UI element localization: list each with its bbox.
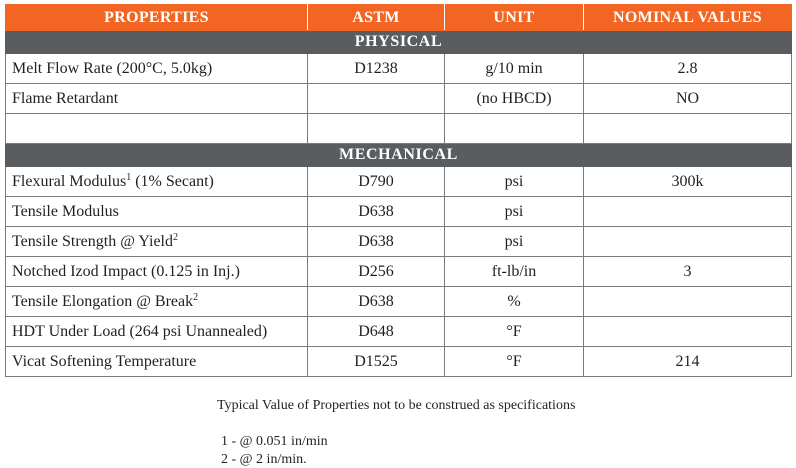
value-cell: NO (584, 84, 792, 114)
unit-cell: (no HBCD) (445, 84, 584, 114)
table-row (6, 257, 792, 287)
table-row (6, 167, 792, 197)
property-suffix: (1% Secant) (131, 172, 214, 190)
disclaimer-note: Typical Value of Properties not to be construed as specifications (217, 398, 576, 413)
footnote-2: 2 - @ 2 in/min. (221, 452, 307, 467)
property-cell: Vicat Softening Temperature (6, 347, 308, 377)
header-unit: UNIT (445, 5, 584, 31)
section-row-mechanical (6, 144, 792, 167)
footnote-marker: 1 (126, 171, 132, 183)
property-cell: Tensile Modulus (6, 197, 308, 227)
unit-cell: °F (445, 317, 584, 347)
header-properties: PROPERTIES (6, 5, 308, 31)
value-cell (584, 317, 792, 347)
astm-cell: D1238 (308, 54, 445, 84)
value-cell (584, 114, 792, 144)
table-row (6, 227, 792, 257)
unit-cell: g/10 min (445, 54, 584, 84)
value-cell: 214 (584, 347, 792, 377)
table-row (6, 197, 792, 227)
table-row (6, 287, 792, 317)
unit-cell: °F (445, 347, 584, 377)
property-cell: Notched Izod Impact (0.125 in Inj.) (6, 257, 308, 287)
value-cell (584, 287, 792, 317)
header-astm: ASTM (308, 5, 445, 31)
property-cell: HDT Under Load (264 psi Unannealed) (6, 317, 308, 347)
value-cell: 2.8 (584, 54, 792, 84)
property-cell (6, 167, 308, 197)
footnote-marker: 2 (173, 231, 178, 243)
unit-cell: % (445, 287, 584, 317)
astm-cell: D1525 (308, 347, 445, 377)
table-header-row (6, 5, 792, 31)
footnote-1: 1 - @ 0.051 in/min (221, 434, 328, 449)
footnote-marker: 2 (193, 291, 199, 303)
unit-cell: ft-lb/in (445, 257, 584, 287)
section-title-mechanical: MECHANICAL (6, 144, 792, 167)
table-row-empty (6, 114, 792, 144)
value-cell (584, 227, 792, 257)
value-cell: 3 (584, 257, 792, 287)
unit-cell (445, 114, 584, 144)
table-row (6, 84, 792, 114)
table-row (6, 317, 792, 347)
property-label: Flexural Modulus (12, 172, 127, 190)
table-row (6, 54, 792, 84)
properties-table (5, 4, 792, 377)
table-row (6, 347, 792, 377)
property-cell (6, 114, 308, 144)
astm-cell: D256 (308, 257, 445, 287)
property-label: Tensile Elongation @ Break (12, 292, 194, 310)
unit-cell: psi (445, 227, 584, 257)
astm-cell: D648 (308, 317, 445, 347)
property-cell (6, 227, 308, 257)
property-cell (6, 287, 308, 317)
astm-cell (308, 114, 445, 144)
header-nominal-values: NOMINAL VALUES (584, 5, 792, 31)
astm-cell: D638 (308, 197, 445, 227)
value-cell: 300k (584, 167, 792, 197)
value-cell (584, 197, 792, 227)
astm-cell: D790 (308, 167, 445, 197)
section-title-physical: PHYSICAL (6, 31, 792, 54)
unit-cell: psi (445, 167, 584, 197)
property-cell: Melt Flow Rate (200°C, 5.0kg) (6, 54, 308, 84)
astm-cell: D638 (308, 227, 445, 257)
section-row-physical (6, 31, 792, 54)
property-label: Tensile Strength @ Yield (12, 232, 173, 250)
unit-cell: psi (445, 197, 584, 227)
astm-cell: D638 (308, 287, 445, 317)
astm-cell (308, 84, 445, 114)
property-cell: Flame Retardant (6, 84, 308, 114)
